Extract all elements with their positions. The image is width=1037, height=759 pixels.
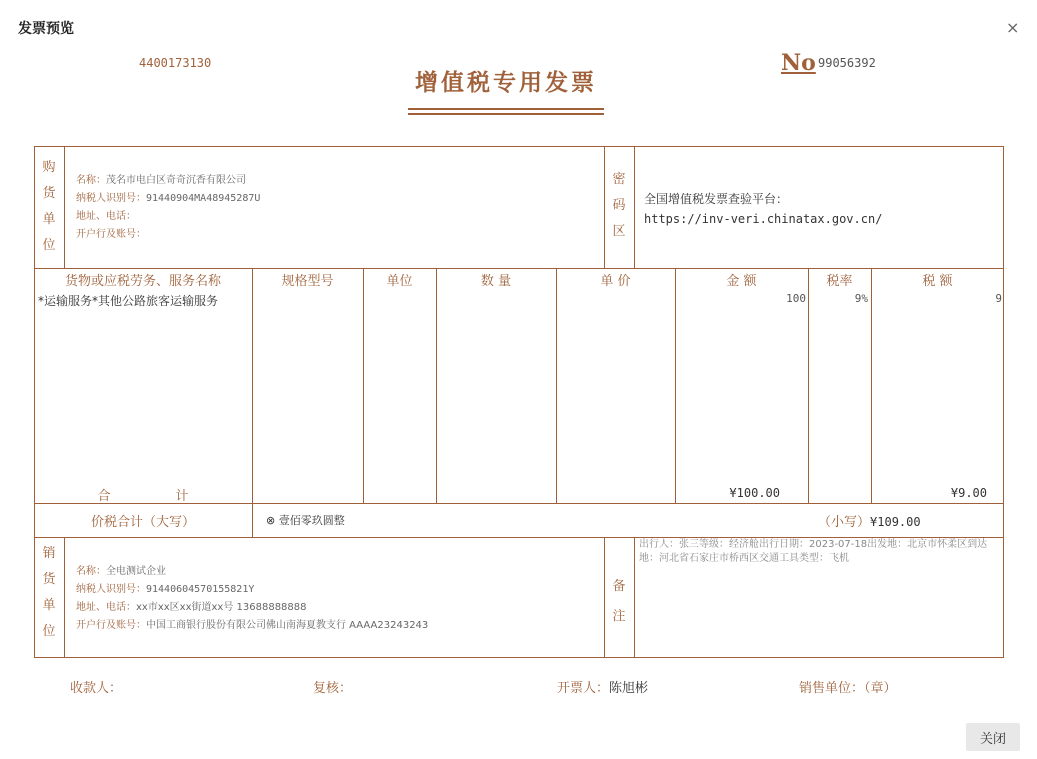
total-amount: ¥100.00	[729, 486, 780, 500]
col-header-unit: 单位	[386, 274, 413, 289]
divider-v	[556, 268, 557, 503]
buyer-info	[76, 172, 260, 244]
total-tax: ¥9.00	[950, 486, 987, 500]
item-amount: 100	[786, 292, 806, 305]
seller-tax-id: 纳税人识别号：91440604570155821Y	[76, 584, 255, 595]
issuer: 开票人：陈旭彬	[557, 681, 649, 696]
col-header-price: 单 价	[600, 274, 631, 289]
invoice-number: 99056392	[818, 56, 876, 70]
payee: 收款人：	[70, 681, 123, 696]
divider-v	[634, 146, 635, 268]
seller-seal: 销售单位：（章）	[799, 681, 897, 696]
dialog-title: 发票预览	[18, 21, 74, 37]
title-underline-double	[408, 113, 604, 115]
password-area-label: 密 码 区	[612, 172, 626, 239]
close-button[interactable]: 关闭	[966, 723, 1020, 751]
buyer-name: 名称：茂名市电白区奇奇沉香有限公司	[76, 175, 246, 186]
invoice-number-mark: No	[781, 50, 816, 76]
item-tax: 9	[995, 292, 1002, 305]
buyer-section-label: 购 货 单 位	[42, 160, 56, 253]
divider-v	[64, 537, 65, 658]
password-area-content	[644, 189, 882, 229]
invoice-code: 4400173130	[139, 56, 212, 70]
divider-buyer	[34, 268, 1004, 269]
seller-info	[76, 563, 428, 635]
buyer-address: 地址、电话：	[76, 211, 136, 222]
verify-platform-label: 全国增值税发票查验平台：	[644, 192, 789, 206]
buyer-bank: 开户行及账号：	[76, 229, 146, 240]
divider-v	[252, 268, 253, 537]
remarks-label: 备 注	[612, 579, 626, 624]
col-header-qty: 数 量	[480, 274, 512, 289]
col-header-tax: 税 额	[922, 274, 953, 289]
col-header-amount: 金 额	[726, 274, 757, 289]
invoice-title: 增值税专用发票	[415, 69, 597, 96]
divider-v	[634, 537, 635, 658]
seller-section-label: 销 货 单 位	[42, 546, 56, 639]
seller-name: 名称：全电测试企业	[76, 566, 166, 577]
cross-circle-icon: ⊗	[266, 514, 276, 527]
reviewer: 复核：	[313, 681, 353, 696]
total-in-words: ⊗ 壹佰零玖圆整	[266, 514, 345, 527]
total-small: （小写）¥109.00	[818, 515, 921, 530]
total-label: 合 计	[97, 489, 189, 504]
col-header-name: 货物或应税劳务、服务名称	[64, 274, 221, 289]
col-header-spec: 规格型号	[281, 274, 334, 289]
verify-url[interactable]: https://inv-veri.chinatax.gov.cn/	[644, 212, 883, 226]
total-in-words-label: 价税合计（大写）	[90, 515, 195, 530]
item-rate: 9%	[854, 292, 868, 305]
buyer-tax-id: 纳税人识别号：91440904MA48945287U	[76, 193, 261, 204]
seller-bank: 开户行及账号：中国工商银行股份有限公司佛山南海夏教支行 AAAA23243243	[76, 620, 429, 631]
divider-v	[436, 268, 437, 503]
title-underline	[408, 108, 604, 110]
divider-v	[363, 268, 364, 503]
remarks-text: 出行人：张三等级：经济舱出行日期：2023-07-18出发地：北京市怀柔区到达地：河北省石家庄市桥西区交通工具类型：飞机	[639, 539, 988, 564]
seller-address: 地址、电话：xx市xx区xx街道xx号 13688888888	[76, 602, 307, 613]
col-header-rate: 税率	[826, 274, 853, 289]
divider-v	[64, 146, 65, 268]
close-icon[interactable]: ×	[1006, 18, 1020, 37]
item-name: *运输服务*其他公路旅客运输服务	[38, 294, 219, 308]
